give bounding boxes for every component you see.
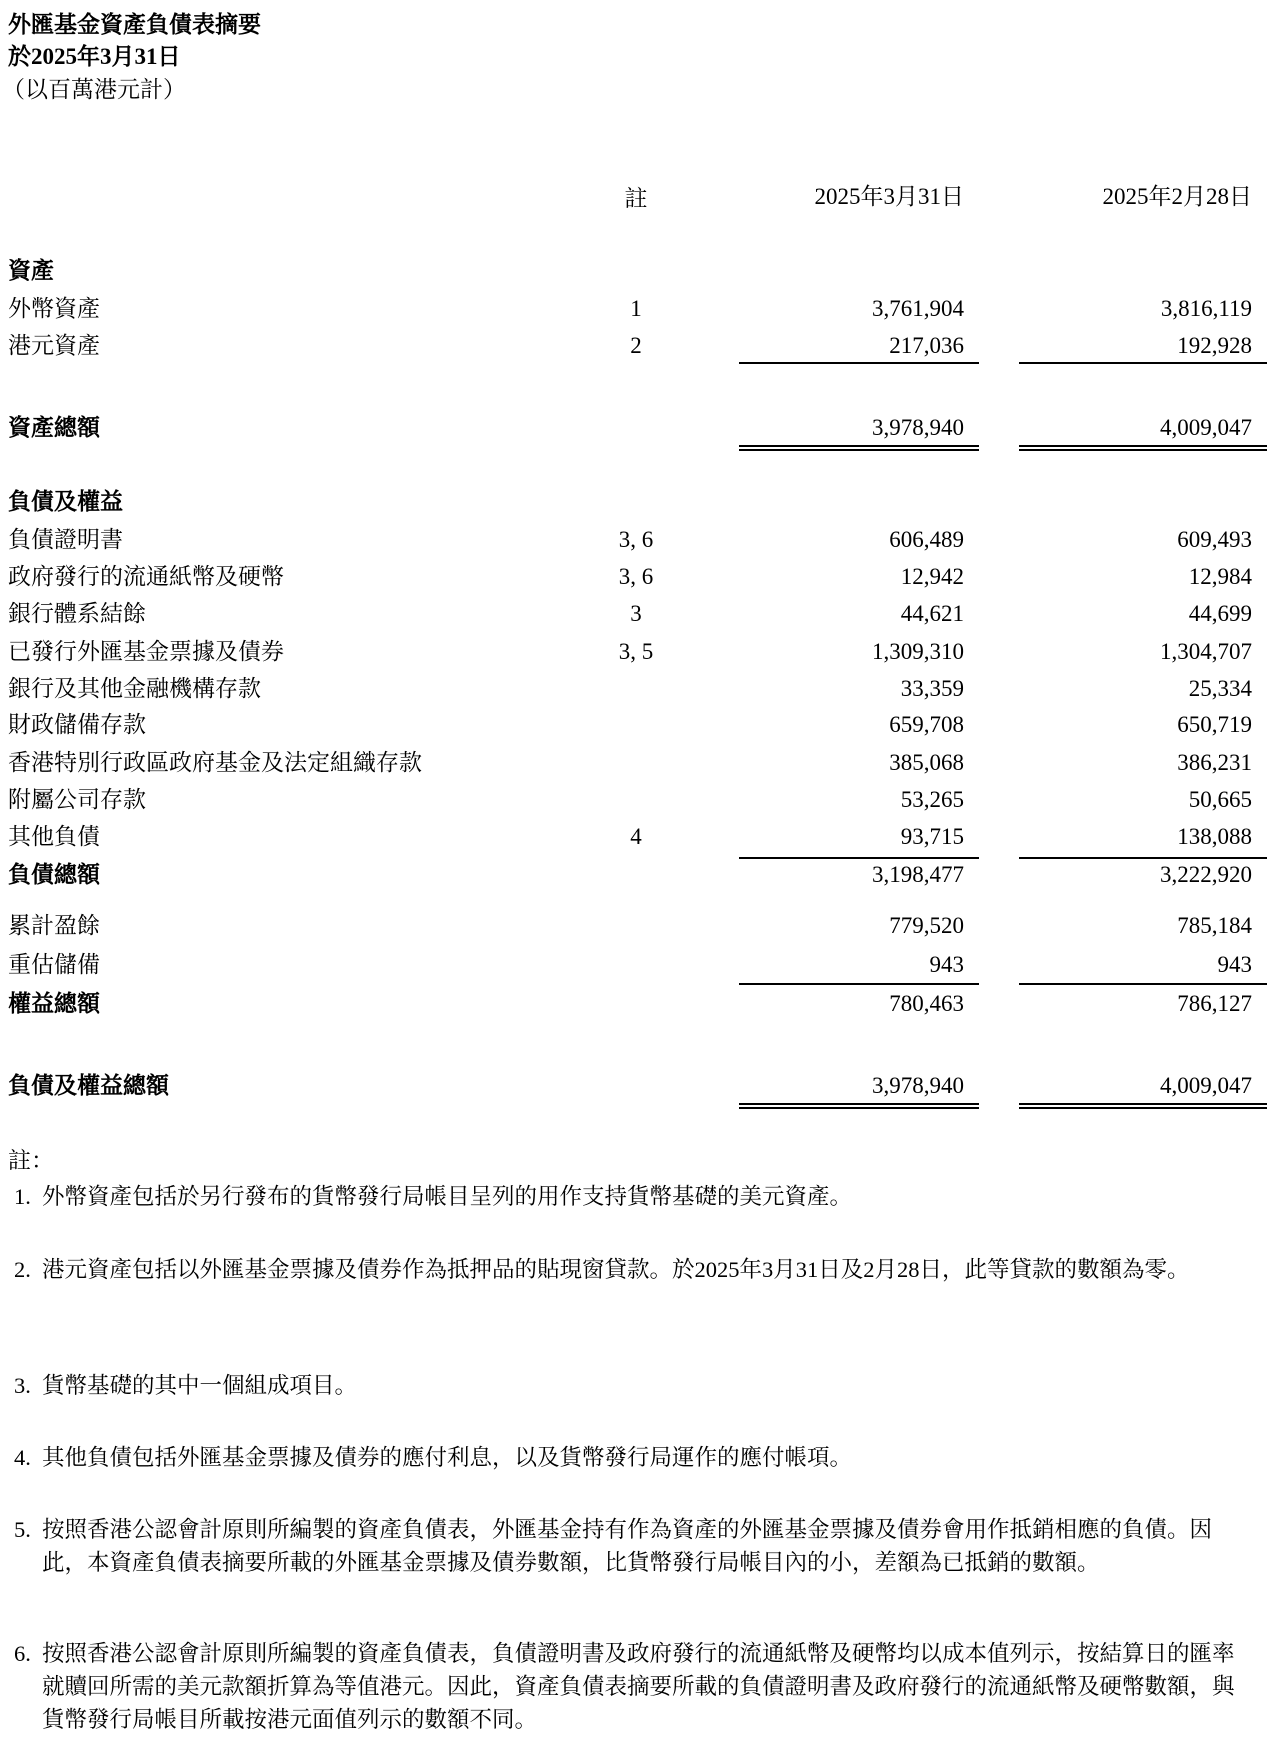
footnote-number: 4. <box>14 1445 31 1470</box>
footnote <box>14 1369 1254 1402</box>
subtotal-rule <box>1019 362 1267 364</box>
row-label: 銀行及其他金融機構存款 <box>8 676 261 701</box>
section-heading: 資產 <box>8 258 54 283</box>
footnote-number: 5. <box>14 1517 31 1542</box>
row-label: 累計盈餘 <box>8 913 100 938</box>
row-previous: 650,719 <box>1177 712 1252 737</box>
row-previous: 44,699 <box>1188 601 1252 626</box>
row-current: 12,942 <box>900 564 964 589</box>
row-current: 943 <box>929 952 964 977</box>
double-rule <box>739 1103 979 1109</box>
row-current: 33,359 <box>900 676 964 701</box>
row-label: 香港特別行政區政府基金及法定組織存款 <box>8 750 422 775</box>
row-label: 已發行外匯基金票據及債券 <box>8 639 284 664</box>
row-note: 3, 6 <box>618 527 654 552</box>
footnote <box>14 1253 1254 1286</box>
total-previous: 4,009,047 <box>1160 415 1252 440</box>
subtotal-rule <box>739 983 979 985</box>
row-previous: 138,088 <box>1177 824 1252 849</box>
row-note: 3, 6 <box>618 564 654 589</box>
row-label: 外幣資產 <box>8 296 100 321</box>
row-previous: 192,928 <box>1177 333 1252 358</box>
total-label: 資產總額 <box>8 415 100 440</box>
footnote <box>14 1513 1254 1579</box>
row-label: 財政儲備存款 <box>8 712 146 737</box>
footnote <box>14 1637 1254 1736</box>
footnote <box>14 1180 1254 1213</box>
row-note: 2 <box>630 333 642 358</box>
footnote-text: 按照香港公認會計原則所編製的資產負債表，負債證明書及政府發行的流通紙幣及硬幣均以成本值列示，按結算日的匯率就贖回所需的美元款額折算為等值港元。因此，資產負債表摘要所載的負債證明書及政府發行的流通紙幣及硬幣數額，與貨幣發行局帳目所載按港元面值列示的數額不同。 <box>42 1641 1235 1732</box>
footnote-number: 6. <box>14 1641 31 1666</box>
section-heading: 負債及權益 <box>8 489 123 514</box>
subtotal-rule <box>1019 983 1267 985</box>
row-previous: 3,816,119 <box>1160 296 1252 321</box>
row-label: 銀行體系結餘 <box>8 601 146 626</box>
row-note: 1 <box>630 296 642 321</box>
footnote-text: 港元資產包括以外匯基金票據及債券作為抵押品的貼現窗貸款。於2025年3月31日及2月28日，此等貸款的數額為零。 <box>42 1257 1190 1282</box>
footnote-number: 3. <box>14 1373 31 1398</box>
footnote-number: 1. <box>14 1184 31 1209</box>
row-current: 44,621 <box>900 601 964 626</box>
row-label: 重估儲備 <box>8 952 100 977</box>
subtotal-rule <box>1019 857 1267 859</box>
notes-heading: 註： <box>8 1148 54 1173</box>
row-previous: 12,984 <box>1188 564 1252 589</box>
total-label: 負債及權益總額 <box>8 1073 169 1098</box>
total-current: 780,463 <box>889 991 964 1016</box>
footnote <box>14 1441 1254 1474</box>
report-title: 外匯基金資產負債表摘要 <box>8 12 261 37</box>
footnote-number: 2. <box>14 1257 31 1282</box>
subtotal-rule <box>739 362 979 364</box>
row-current: 3,761,904 <box>872 296 964 321</box>
total-current: 3,978,940 <box>872 1073 964 1098</box>
row-current: 606,489 <box>889 527 964 552</box>
footnote-text: 按照香港公認會計原則所編製的資產負債表，外匯基金持有作為資產的外匯基金票據及債券會用作抵銷相應的負債。因此，本資產負債表摘要所載的外匯基金票據及債券數額，比貨幣發行局帳目內的小，差額為已抵銷的數額。 <box>42 1517 1213 1575</box>
row-label: 港元資產 <box>8 333 100 358</box>
row-current: 385,068 <box>889 750 964 775</box>
note-column-header: 註 <box>624 186 648 211</box>
total-previous: 4,009,047 <box>1160 1073 1252 1098</box>
previous-column-header: 2025年2月28日 <box>1102 184 1252 209</box>
footnote-text: 其他負債包括外匯基金票據及債券的應付利息，以及貨幣發行局運作的應付帳項。 <box>42 1445 853 1470</box>
row-previous: 943 <box>1217 952 1252 977</box>
double-rule <box>1019 445 1267 451</box>
row-label: 負債證明書 <box>8 527 123 552</box>
row-current: 217,036 <box>889 333 964 358</box>
current-column-header: 2025年3月31日 <box>814 184 964 209</box>
row-previous: 1,304,707 <box>1160 639 1252 664</box>
row-previous: 785,184 <box>1177 913 1252 938</box>
subtotal-rule <box>739 857 979 859</box>
row-note: 4 <box>630 824 642 849</box>
footnote-text: 外幣資產包括於另行發布的貨幣發行局帳目呈列的用作支持貨幣基礎的美元資產。 <box>42 1184 853 1209</box>
row-label: 政府發行的流通紙幣及硬幣 <box>8 564 284 589</box>
total-previous: 3,222,920 <box>1160 862 1252 887</box>
double-rule <box>739 445 979 451</box>
total-current: 3,978,940 <box>872 415 964 440</box>
row-label: 附屬公司存款 <box>8 787 146 812</box>
row-current: 93,715 <box>900 824 964 849</box>
row-previous: 25,334 <box>1188 676 1252 701</box>
row-note: 3 <box>630 601 642 626</box>
row-current: 659,708 <box>889 712 964 737</box>
row-current: 779,520 <box>889 913 964 938</box>
row-previous: 50,665 <box>1188 787 1252 812</box>
footnote-text: 貨幣基礎的其中一個組成項目。 <box>42 1373 358 1398</box>
total-label: 權益總額 <box>8 991 100 1016</box>
row-previous: 386,231 <box>1177 750 1252 775</box>
total-current: 3,198,477 <box>872 862 964 887</box>
report-unit: （以百萬港元計） <box>2 77 186 102</box>
total-label: 負債總額 <box>8 862 100 887</box>
row-current: 53,265 <box>900 787 964 812</box>
row-current: 1,309,310 <box>872 639 964 664</box>
report-date: 於2025年3月31日 <box>8 44 181 69</box>
double-rule <box>1019 1103 1267 1109</box>
total-previous: 786,127 <box>1177 991 1252 1016</box>
row-label: 其他負債 <box>8 824 100 849</box>
row-note: 3, 5 <box>618 639 654 664</box>
row-previous: 609,493 <box>1177 527 1252 552</box>
